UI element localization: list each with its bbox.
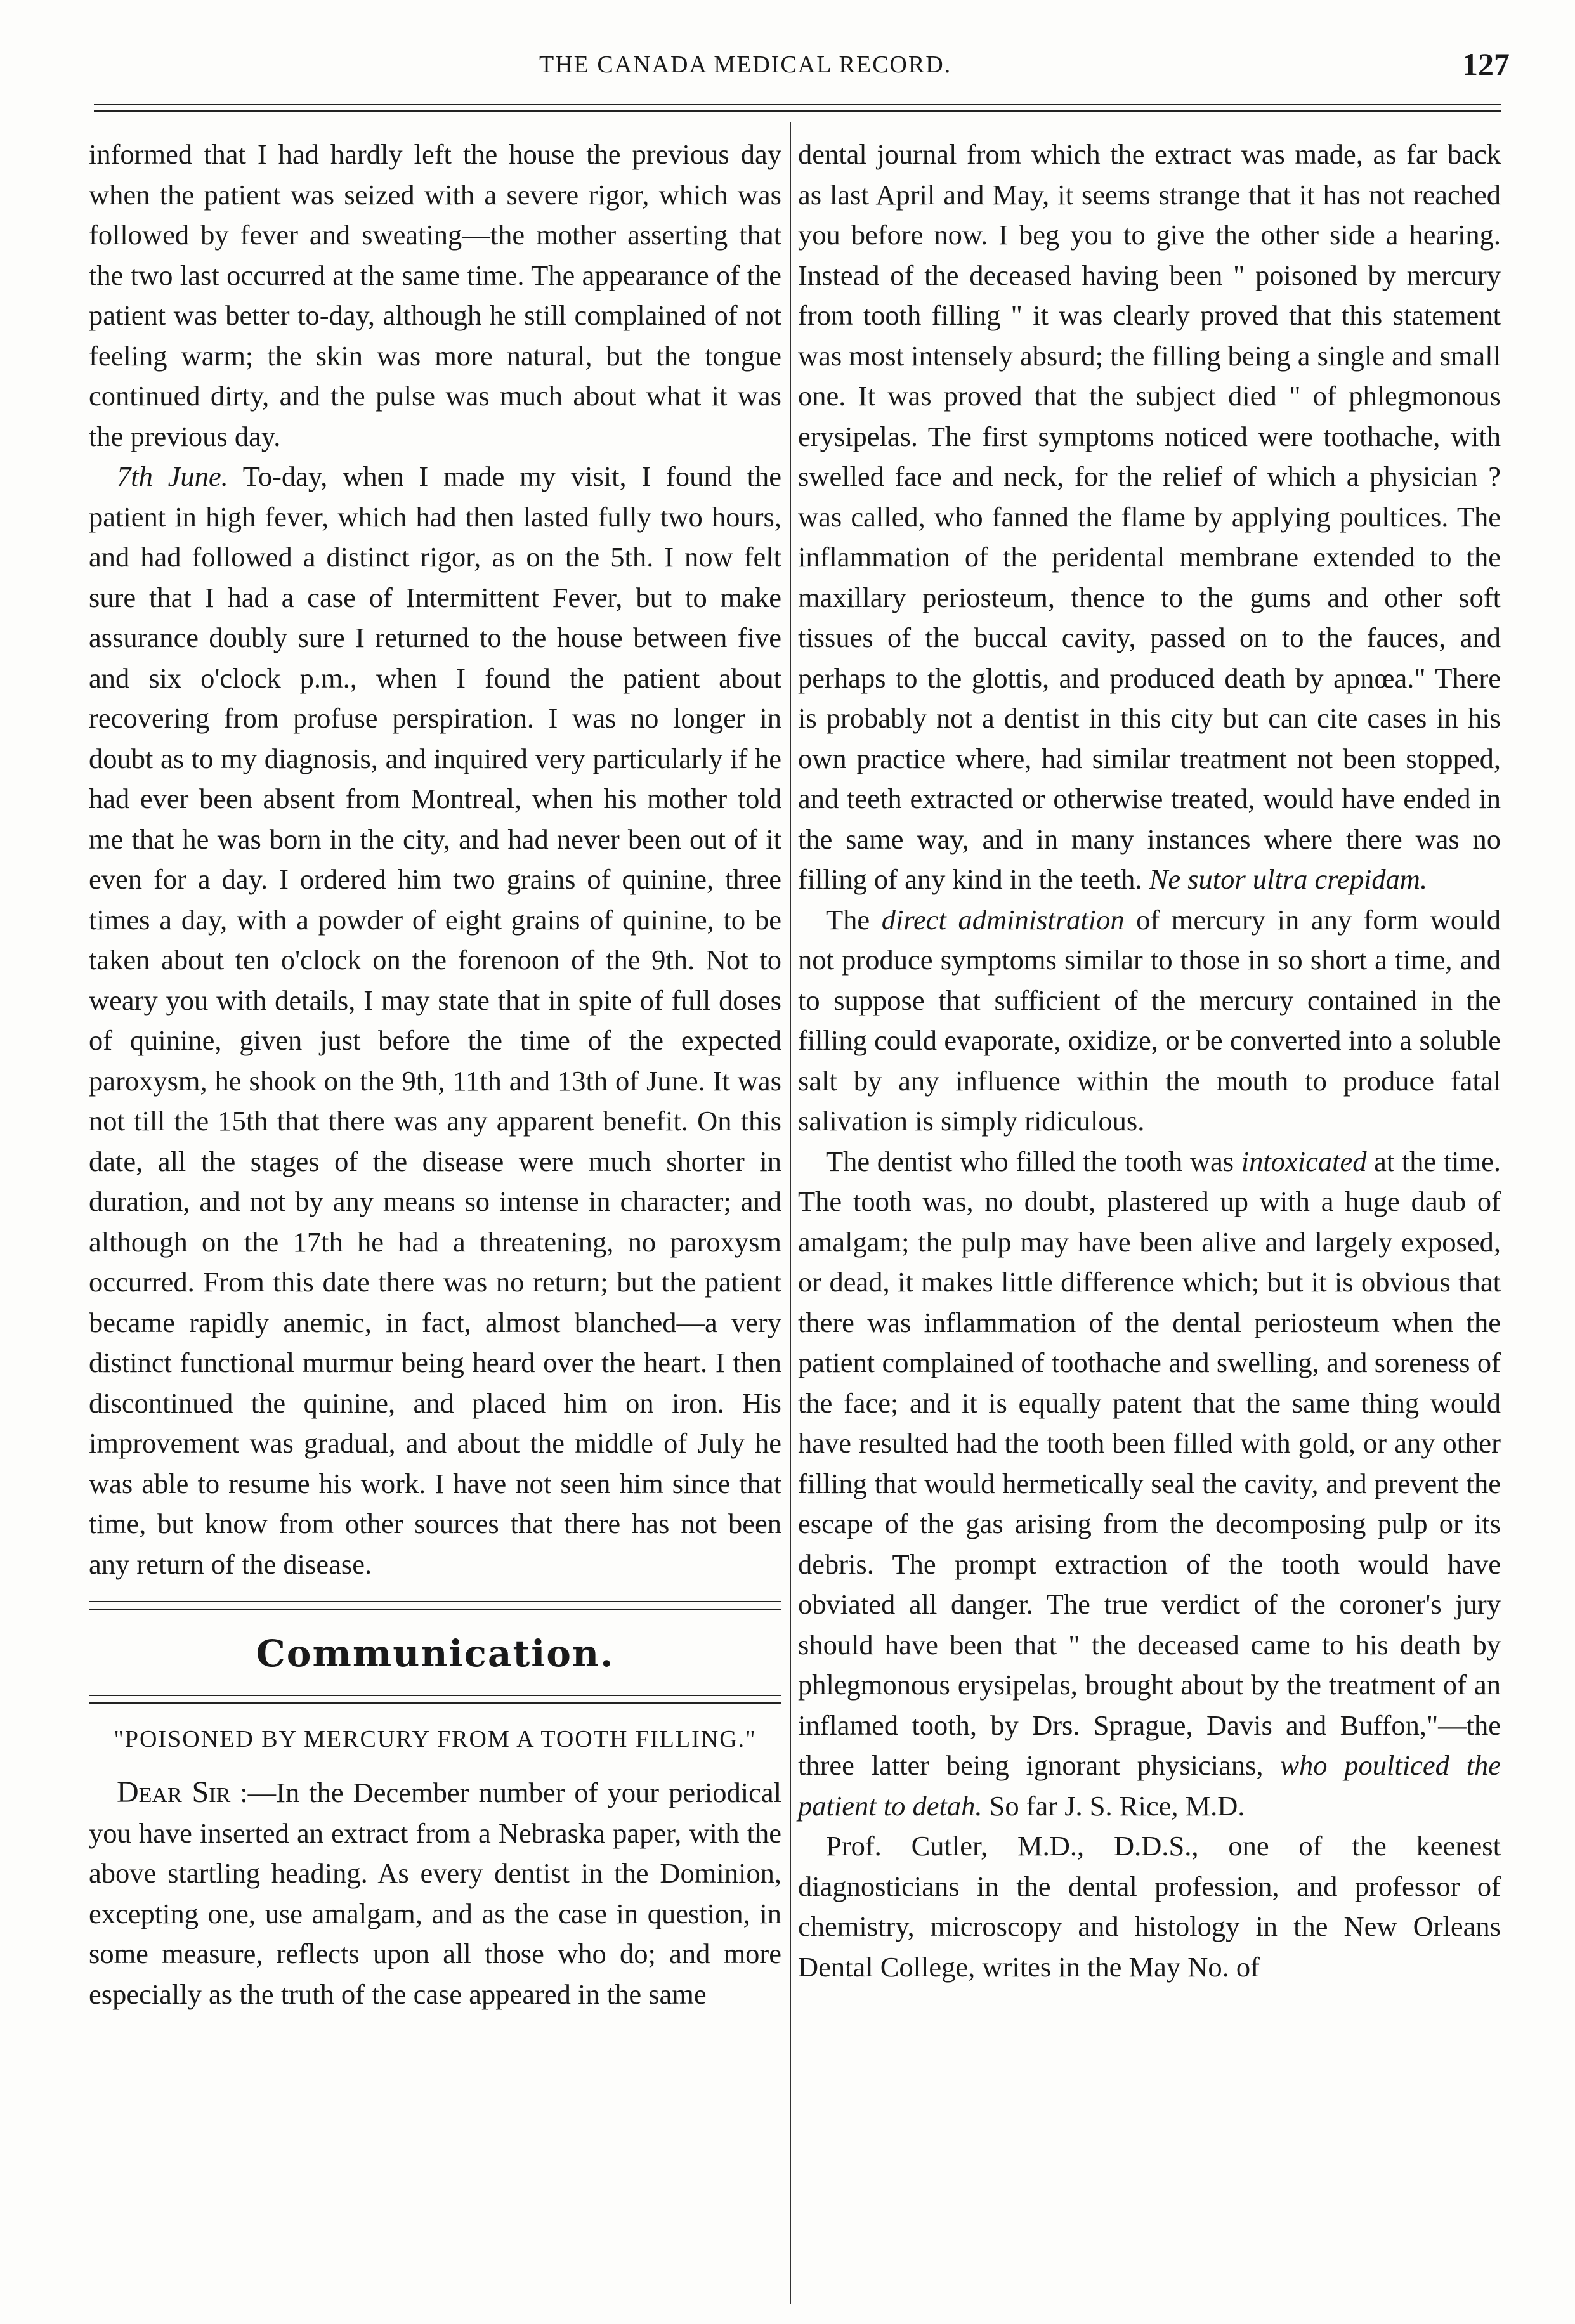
mercury-paragraph	[798, 900, 1501, 1142]
header-rule-bottom	[94, 110, 1501, 112]
dentist-text-b: at the time. The tooth was, no doubt, plastered up with a huge daub of amalgam; the pulp may have been alive and largely exposed, or dead, it makes little difference which; but it is obvious that there was inflammation of the dental periosteum when the patient complained of toothache and swelling, and soreness of the face; and it is equally patent that the same thing would have resulted had the tooth been filled with gold, or any other filling that would hermetically seal the cavity, and prevent the escape of the gas arising from the decomposing pulp or its debris. The prompt extraction of the tooth would have obviated all danger. The true verdict of the coroner's jury should have been that " the deceased came to his death by phlegmonous erysipelas, brought about by the treatment of an inflamed tooth, by Drs. Sprague, Davis and Buffon,"—the three latter being ignorant physicians,	[798, 1145, 1501, 1781]
case-june-7-paragraph	[89, 457, 781, 1584]
column-divider	[790, 122, 791, 2304]
letter-opening-text: :—In the December number of your periodical you have inserted an extract from a Nebraska paper, with the above startling heading. As every dentist in the Dominion, excepting one, use amalgam, and as the case in question, in some measure, reflects upon all those who do; and more especially as the truth of the case appeared in the same	[89, 1777, 782, 2010]
page-number: 127	[1462, 46, 1510, 82]
article-title: "POISONED BY MERCURY FROM A TOOTH FILLING."	[114, 1726, 757, 1753]
case-continuation-paragraph: informed that I had hardly left the house the previous day when the patient was seized with a severe rigor, which was followed by fever and sweating—the mother asserting that the two last occurred at the same time. The appearance of the patient was better to-day, although he still complained of not feeling warm; the skin was more natural, but the tongue continued dirty, and the pulse was much about what it was the previous day.	[89, 138, 781, 452]
case-june-7-text: To-day, when I made my visit, I found the patient in high fever, which had then lasted fully two hours, and had followed a distinct rigor, as on the 5th. I now felt sure that I had a case of Intermittent Fever, but to make assurance doubly sure I returned to the house between five and six o'clock p.m., when I found the patient about recovering from profuse perspiration. I was no longer in doubt as to my diagnosis, and inquired very particularly if he had ever been absent from Montreal, when his mother told me that he was born in the city, and had never been out of it even for a day. I ordered him two grains of quinine, three times a day, with a powder of eight grains of quinine, to be taken about ten o'clock on the forenoon of the 9th. Not to weary you with details, I may state that in spite of full doses of quinine, given just before the time of the expected paroxysm, he shook on the 9th, 11th and 13th of June. It was not till the 15th that there was any apparent benefit. On this date, all the stages of the disease were much shorter in duration, and not by any means so intense in character; and although on the 17th he had a threatening, no paroxysm occurred. From this date there was no return; but the patient became rapidly anemic, in fact, almost blanched—a very distinct functional murmur being heard over the heart. I then discontinued the quinine, and placed him on iron. His improvement was gradual, and about the middle of July he was able to resume his work. I have not seen him since that time, but know from other sources that there has not been any return of the disease.	[89, 460, 781, 1580]
latin-phrase: Ne sutor ultra crepidam.	[1149, 863, 1428, 895]
left-column	[89, 134, 781, 2014]
dentist-text-a: The dentist who filled the tooth was	[826, 1145, 1241, 1177]
right-column	[798, 134, 1501, 1987]
mercury-text-a: The	[826, 903, 882, 936]
mercury-text-b: of mercury in any form would not produce symptoms similar to those in so short a time, and to suppose that sufficient of the mercury contained in the filling could evaporate, oxidize, or be converted into a soluble salt by any influence within the mouth to produce fatal salivation is simply ridiculous.	[798, 903, 1501, 1137]
running-title: THE CANADA MEDICAL RECORD.	[539, 51, 952, 78]
cutler-paragraph: Prof. Cutler, M.D., D.D.S., one of the keenest diagnosticians in the dental profession, and professor of chemistry, microscopy and histology in the New Orleans Dental College, writes in the May No. of	[798, 1830, 1501, 1983]
salutation: Dear Sir	[117, 1775, 231, 1809]
running-head	[0, 46, 1575, 89]
section-heading: Communication.	[256, 1632, 615, 1675]
section-divider	[89, 1601, 781, 1610]
letter-opening-paragraph	[89, 1772, 781, 2014]
section-divider-lower	[89, 1695, 781, 1704]
date-label: 7th June.	[117, 460, 228, 492]
header-rule-top	[94, 104, 1501, 105]
direct-administration-phrase: direct administration	[881, 903, 1125, 936]
signature-line: So far J. S. Rice, M.D.	[982, 1789, 1245, 1822]
letter-continuation-text: dental journal from which the extract was made, as far back as last April and May, it seems strange that it has not reached you before now. I beg you to give the other side a hearing. Instead of the deceased having been " poisoned by mercury from tooth filling " it was clearly proved that this statement was most intensely absurd; the filling being a single and small one. It was proved that the subject died " of phlegmonous erysipelas. The first symptoms noticed were toothache, with swelled face and neck, for the relief of which a physician ? was called, who fanned the flame by applying poultices. The inflammation of the peridental membrane extended to the maxillary periosteum, thence to the gums and other soft tissues of the buccal cavity, passed on to the fauces, and perhaps to the glottis, and produced death by apnœa." There is probably not a dentist in this city but can cite cases in his own practice where, had similar treatment not been stopped, and teeth extracted or otherwise treated, would have ended in the same way, and in many instances where there was no filling of any kind in the teeth.	[798, 138, 1501, 895]
letter-continuation-paragraph	[798, 134, 1501, 900]
dentist-paragraph	[798, 1142, 1501, 1827]
intoxicated-word: intoxicated	[1241, 1145, 1367, 1177]
poulticed-phrase: who poulticed the patient to detah.	[798, 1749, 1501, 1822]
